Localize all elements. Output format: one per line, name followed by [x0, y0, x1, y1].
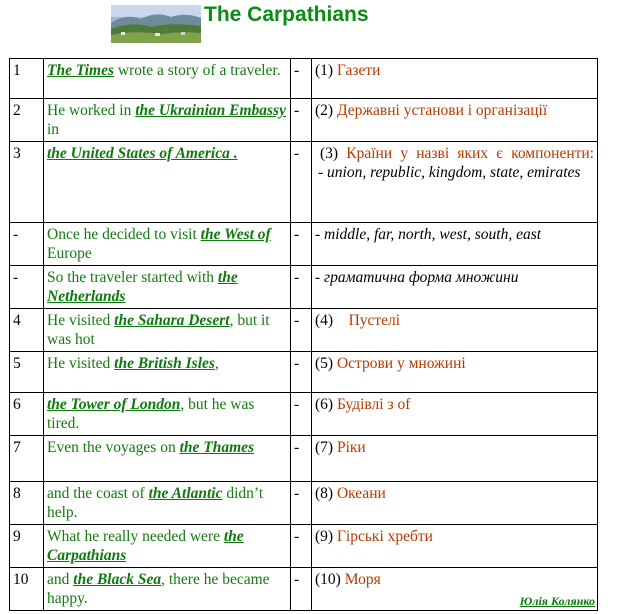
rule-cell [312, 99, 598, 142]
rule-cell [312, 142, 598, 223]
article-phrase: the Tower of London [47, 396, 181, 413]
rule-cell [312, 568, 598, 611]
rule-cell [312, 309, 598, 352]
rule-cell [312, 525, 598, 568]
rule-example: - граматична форма множини [315, 269, 519, 286]
article-phrase: The Times [47, 62, 115, 79]
table-row [10, 59, 598, 99]
rule-label: Океани [336, 485, 386, 502]
table-row [10, 525, 598, 568]
article-phrase: the Atlantic [148, 485, 223, 502]
rule-label: Гірські хребти [336, 528, 433, 545]
rule-label: Моря [344, 571, 381, 588]
article-phrase: the British Isles [114, 355, 215, 372]
dash-cell: - [291, 436, 312, 482]
dash-cell: - [291, 266, 312, 309]
rule-number: (4) [315, 312, 334, 329]
rule-cell [312, 436, 598, 482]
rule-label: Ріки [336, 439, 366, 456]
sentence-tail: , but it was hot [47, 312, 270, 348]
table-row [10, 142, 598, 223]
rule-number: (5) [315, 355, 334, 372]
table-row [10, 482, 598, 525]
rule-number: (6) [315, 396, 334, 413]
article-phrase: the Netherlands [47, 269, 238, 305]
example-sentence [44, 436, 291, 482]
sentence-head: Even the voyages on [47, 439, 180, 456]
sentence-tail: in [47, 121, 60, 138]
dash-cell: - [291, 142, 312, 223]
sentence-head: So the traveler started with [47, 269, 218, 286]
row-number: - [10, 266, 44, 309]
sentence-head: What he really needed were [47, 528, 224, 545]
example-sentence [44, 59, 291, 99]
example-sentence [44, 223, 291, 266]
rule-example: - union, republic, kingdom, state, emirates [318, 164, 581, 181]
article-phrase: the Thames [179, 439, 255, 456]
example-sentence [44, 266, 291, 309]
row-number: 5 [10, 352, 44, 393]
sentence-tail: , [214, 355, 219, 372]
dash-cell: - [291, 568, 312, 611]
dash-cell: - [291, 223, 312, 266]
article-phrase: the Sahara Desert [114, 312, 230, 329]
example-sentence [44, 568, 291, 611]
example-sentence [44, 99, 291, 142]
row-number: 9 [10, 525, 44, 568]
rule-label: Будівлі з of [336, 396, 411, 413]
sentence-tail: Europe [47, 245, 92, 262]
rule-number: (7) [315, 439, 334, 456]
rule-label: Газети [336, 62, 381, 79]
article-phrase: the Ukrainian Embassy [135, 102, 286, 119]
row-number: 1 [10, 59, 44, 99]
rule-number: (2) [315, 102, 334, 119]
row-number: 3 [10, 142, 44, 223]
table-row [10, 266, 598, 309]
sentence-head: and the coast of [47, 485, 149, 502]
row-number: 8 [10, 482, 44, 525]
table-row [10, 436, 598, 482]
rule-label: Пустелі [348, 312, 401, 329]
table-row [10, 393, 598, 436]
dash-cell: - [291, 59, 312, 99]
dash-cell: - [291, 99, 312, 142]
table-row [10, 223, 598, 266]
row-number: 7 [10, 436, 44, 482]
rule-number: (9) [315, 528, 334, 545]
sentence-head: and [47, 571, 74, 588]
sentence-head: He visited [47, 312, 115, 329]
rule-cell [312, 352, 598, 393]
row-number: 2 [10, 99, 44, 142]
dash-cell: - [291, 309, 312, 352]
sentence-head: Once he decided to visit [47, 226, 201, 243]
article-phrase: the Black Sea [73, 571, 162, 588]
author-signature: Юлія Колянко [519, 594, 595, 608]
sentence-tail: didn’t help. [47, 485, 264, 521]
table-row [10, 99, 598, 142]
dash-cell: - [291, 525, 312, 568]
rule-number: (10) [315, 571, 341, 588]
dash-cell: - [291, 393, 312, 436]
row-number: 4 [10, 309, 44, 352]
landscape-photo [111, 5, 201, 43]
rule-number: (1) [315, 62, 334, 79]
rule-example: - middle, far, north, west, south, east [315, 226, 542, 243]
example-sentence [44, 352, 291, 393]
rule-label: Острови у множині [336, 355, 466, 372]
example-sentence [44, 482, 291, 525]
sentence-tail: , there he became happy. [47, 571, 270, 607]
rule-number: (3) [320, 145, 339, 162]
article-phrase: the West of [200, 226, 271, 243]
rule-cell [312, 223, 598, 266]
rule-label: Державні установи і організації [336, 102, 548, 119]
sentence-tail: wrote a story of a traveler. [114, 62, 281, 79]
example-sentence [44, 525, 291, 568]
rule-cell [312, 266, 598, 309]
table-row [10, 352, 598, 393]
article-phrase: the Carpathians [47, 528, 244, 564]
sentence-head: He visited [47, 355, 115, 372]
rule-cell [312, 393, 598, 436]
example-sentence [44, 142, 291, 223]
rule-cell [312, 482, 598, 525]
sentence-head: He worked in [47, 102, 136, 119]
row-number: 10 [10, 568, 44, 611]
table-row [10, 309, 598, 352]
rule-heading [315, 144, 594, 163]
article-phrase: the United States of America . [47, 145, 238, 162]
articles-table [9, 58, 598, 611]
dash-cell: - [291, 482, 312, 525]
row-number: - [10, 223, 44, 266]
rule-number: (8) [315, 485, 334, 502]
sentence-tail: , but he was tired. [47, 396, 255, 432]
dash-cell: - [291, 352, 312, 393]
example-sentence [44, 393, 291, 436]
rule-cell [312, 59, 598, 99]
page-title: The Carpathians [204, 3, 369, 26]
example-sentence [44, 309, 291, 352]
rule-label: Країни у назві яких є компоненти: [346, 145, 594, 162]
table-row [10, 568, 598, 611]
row-number: 6 [10, 393, 44, 436]
